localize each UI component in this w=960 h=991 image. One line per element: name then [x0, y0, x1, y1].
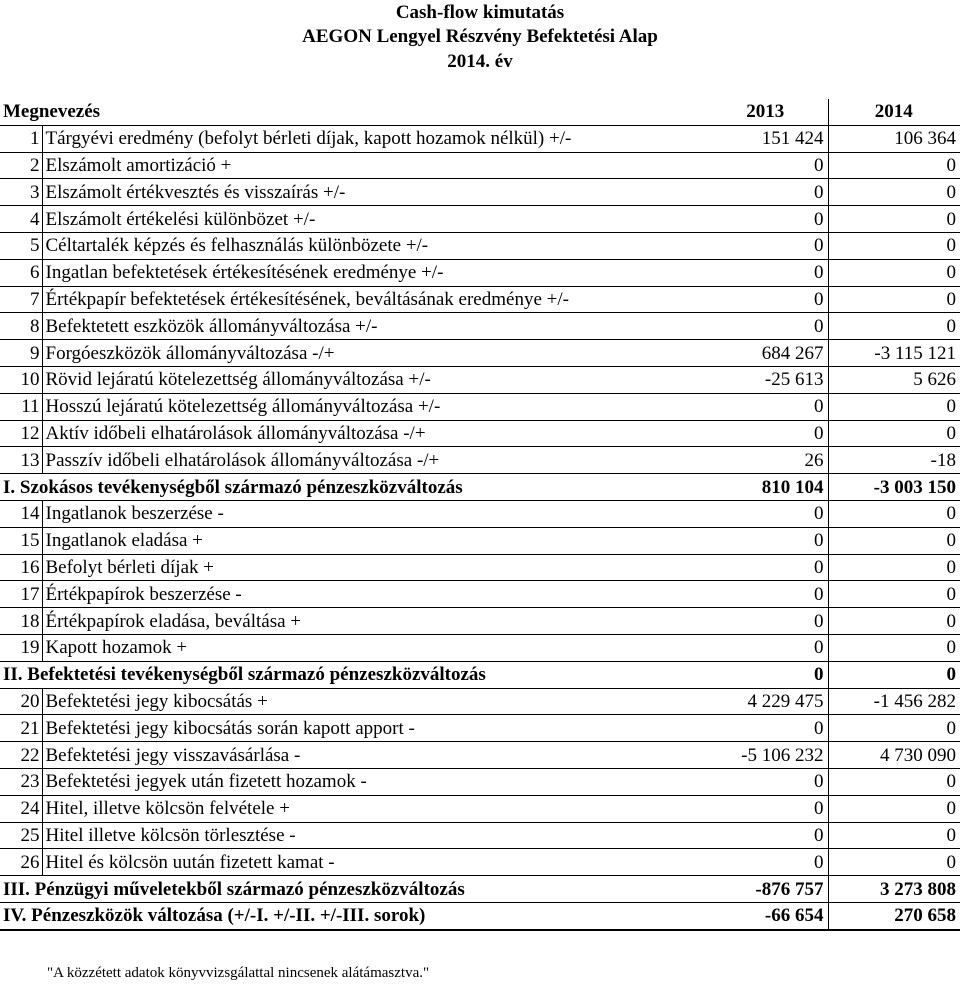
- row-description: Hosszú lejáratú kötelezettség állományváltozása +/-: [42, 393, 704, 420]
- value-2013: 0: [704, 768, 828, 795]
- value-2014: 0: [828, 634, 960, 661]
- value-2014: 0: [828, 232, 960, 259]
- row-description: Hitel illetve kölcsön törlesztése -: [42, 822, 704, 849]
- value-2013: 0: [704, 232, 828, 259]
- row-description: Befektetett eszközök állományváltozása +/-: [42, 313, 704, 340]
- row-description: Ingatlanok eladása +: [42, 527, 704, 554]
- row-number: 21: [0, 715, 42, 742]
- table-row: [0, 286, 960, 313]
- value-2014: 0: [828, 608, 960, 635]
- row-description: Forgóeszközök állományváltozása -/+: [42, 340, 704, 367]
- value-2013: 0: [704, 206, 828, 233]
- row-description: Értékpapír befektetések értékesítésének, beváltásának eredménye +/-: [42, 286, 704, 313]
- value-2014: 0: [828, 393, 960, 420]
- value-2014: -3 115 121: [828, 340, 960, 367]
- row-number: 19: [0, 634, 42, 661]
- value-2013: 0: [704, 661, 828, 688]
- table-row: [0, 206, 960, 233]
- row-number: 25: [0, 822, 42, 849]
- value-2014: 106 364: [828, 125, 960, 152]
- value-2013: -66 654: [704, 902, 828, 929]
- table-row: [0, 688, 960, 715]
- value-2013: -876 757: [704, 876, 828, 903]
- table-row: [0, 232, 960, 259]
- value-2013: 0: [704, 822, 828, 849]
- value-2013: 0: [704, 608, 828, 635]
- table-row: [0, 527, 960, 554]
- table-row: [0, 366, 960, 393]
- value-2014: 0: [828, 715, 960, 742]
- row-number: 23: [0, 768, 42, 795]
- row-description: Hitel és kölcsön uután fizetett kamat -: [42, 849, 704, 876]
- table-row: [0, 447, 960, 474]
- table-row: [0, 742, 960, 769]
- value-2013: 0: [704, 500, 828, 527]
- row-number: 14: [0, 500, 42, 527]
- row-number: 3: [0, 179, 42, 206]
- row-number: 22: [0, 742, 42, 769]
- header-year-2013: 2013: [704, 99, 828, 125]
- row-number: 10: [0, 366, 42, 393]
- row-number: 12: [0, 420, 42, 447]
- subtotal-label: IV. Pénzeszközök változása (+/-I. +/-II. +/-III. sorok): [0, 902, 704, 929]
- footnote: "A közzétett adatok könyvvizsgálattal nincsenek alátámasztva.": [47, 965, 430, 981]
- table-row: [0, 795, 960, 822]
- value-2013: 0: [704, 313, 828, 340]
- value-2014: 0: [828, 286, 960, 313]
- value-2013: 0: [704, 634, 828, 661]
- value-2014: 0: [828, 259, 960, 286]
- row-number: 17: [0, 581, 42, 608]
- value-2014: 0: [828, 420, 960, 447]
- value-2013: 0: [704, 554, 828, 581]
- subtotal-row: [0, 902, 960, 929]
- row-description: Ingatlanok beszerzése -: [42, 500, 704, 527]
- row-description: Elszámolt értékvesztés és visszaírás +/-: [42, 179, 704, 206]
- row-description: Rövid lejáratú kötelezettség állományváltozása +/-: [42, 366, 704, 393]
- value-2014: -1 456 282: [828, 688, 960, 715]
- value-2013: -5 106 232: [704, 742, 828, 769]
- row-description: Befektetési jegyek után fizetett hozamok -: [42, 768, 704, 795]
- value-2013: 0: [704, 581, 828, 608]
- value-2013: 0: [704, 795, 828, 822]
- row-number: 16: [0, 554, 42, 581]
- value-2013: 810 104: [704, 474, 828, 501]
- value-2013: 0: [704, 152, 828, 179]
- row-number: 1: [0, 125, 42, 152]
- report-year: 2014. év: [447, 51, 513, 72]
- header-year-2014: 2014: [828, 99, 960, 125]
- table-row: [0, 340, 960, 367]
- value-2013: 684 267: [704, 340, 828, 367]
- row-number: 26: [0, 849, 42, 876]
- value-2014: 0: [828, 313, 960, 340]
- row-number: 6: [0, 259, 42, 286]
- row-description: Befolyt bérleti díjak +: [42, 554, 704, 581]
- table-row: [0, 634, 960, 661]
- value-2013: 0: [704, 420, 828, 447]
- value-2013: 0: [704, 259, 828, 286]
- value-2014: 0: [828, 179, 960, 206]
- table-row: [0, 259, 960, 286]
- row-description: Befektetési jegy visszavásárlása -: [42, 742, 704, 769]
- row-description: Elszámolt értékelési különbözet +/-: [42, 206, 704, 233]
- row-number: 13: [0, 447, 42, 474]
- subtotal-label: II. Befektetési tevékenységből származó pénzeszközváltozás: [0, 661, 704, 688]
- row-number: 24: [0, 795, 42, 822]
- value-2014: 3 273 808: [828, 876, 960, 903]
- table-row: [0, 768, 960, 795]
- value-2014: 0: [828, 554, 960, 581]
- fund-name: AEGON Lengyel Részvény Befektetési Alap: [302, 26, 658, 47]
- row-description: Passzív időbeli elhatárolások állományváltozása -/+: [42, 447, 704, 474]
- value-2013: 4 229 475: [704, 688, 828, 715]
- value-2013: -25 613: [704, 366, 828, 393]
- table-row: [0, 500, 960, 527]
- value-2014: 0: [828, 206, 960, 233]
- row-number: 18: [0, 608, 42, 635]
- value-2013: 0: [704, 849, 828, 876]
- cashflow-table: [0, 99, 960, 931]
- value-2013: 151 424: [704, 125, 828, 152]
- value-2013: 0: [704, 715, 828, 742]
- table-row: [0, 822, 960, 849]
- subtotal-label: I. Szokásos tevékenységből származó pénzeszközváltozás: [0, 474, 704, 501]
- subtotal-row: [0, 474, 960, 501]
- table-row: [0, 393, 960, 420]
- row-description: Hitel, illetve kölcsön felvétele +: [42, 795, 704, 822]
- table-row: [0, 608, 960, 635]
- table-header-row: [0, 99, 960, 125]
- row-number: 5: [0, 232, 42, 259]
- table-row: [0, 420, 960, 447]
- row-number: 20: [0, 688, 42, 715]
- row-number: 8: [0, 313, 42, 340]
- table-row: [0, 554, 960, 581]
- value-2014: 0: [828, 527, 960, 554]
- table-row: [0, 313, 960, 340]
- value-2014: 5 626: [828, 366, 960, 393]
- table-row: [0, 125, 960, 152]
- row-description: Befektetési jegy kibocsátás +: [42, 688, 704, 715]
- value-2014: -3 003 150: [828, 474, 960, 501]
- subtotal-row: [0, 661, 960, 688]
- value-2014: 0: [828, 849, 960, 876]
- row-number: 11: [0, 393, 42, 420]
- row-number: 4: [0, 206, 42, 233]
- value-2013: 0: [704, 527, 828, 554]
- table-row: [0, 849, 960, 876]
- value-2014: -18: [828, 447, 960, 474]
- value-2013: 0: [704, 286, 828, 313]
- table-row: [0, 152, 960, 179]
- header-name: Megnevezés: [0, 99, 704, 125]
- table-row: [0, 581, 960, 608]
- value-2013: 0: [704, 393, 828, 420]
- value-2014: 0: [828, 768, 960, 795]
- row-number: 2: [0, 152, 42, 179]
- value-2013: 26: [704, 447, 828, 474]
- value-2014: 0: [828, 500, 960, 527]
- table-row: [0, 715, 960, 742]
- value-2014: 270 658: [828, 902, 960, 929]
- row-number: 15: [0, 527, 42, 554]
- row-description: Kapott hozamok +: [42, 634, 704, 661]
- value-2014: 4 730 090: [828, 742, 960, 769]
- row-description: Értékpapírok eladása, beváltása +: [42, 608, 704, 635]
- row-description: Ingatlan befektetések értékesítésének eredménye +/-: [42, 259, 704, 286]
- row-number: 7: [0, 286, 42, 313]
- row-description: Tárgyévi eredmény (befolyt bérleti díjak, kapott hozamok nélkül) +/-: [42, 125, 704, 152]
- value-2014: 0: [828, 581, 960, 608]
- value-2013: 0: [704, 179, 828, 206]
- value-2014: 0: [828, 822, 960, 849]
- row-description: Céltartalék képzés és felhasználás különbözete +/-: [42, 232, 704, 259]
- row-number: 9: [0, 340, 42, 367]
- value-2014: 0: [828, 661, 960, 688]
- value-2014: 0: [828, 795, 960, 822]
- value-2014: 0: [828, 152, 960, 179]
- table-row: [0, 179, 960, 206]
- report-title: Cash-flow kimutatás: [395, 2, 565, 23]
- row-description: Befektetési jegy kibocsátás során kapott apport -: [42, 715, 704, 742]
- row-description: Aktív időbeli elhatárolások állományváltozása -/+: [42, 420, 704, 447]
- subtotal-label: III. Pénzügyi műveletekből származó pénzeszközváltozás: [0, 876, 704, 903]
- subtotal-row: [0, 876, 960, 903]
- row-description: Értékpapírok beszerzése -: [42, 581, 704, 608]
- row-description: Elszámolt amortizáció +: [42, 152, 704, 179]
